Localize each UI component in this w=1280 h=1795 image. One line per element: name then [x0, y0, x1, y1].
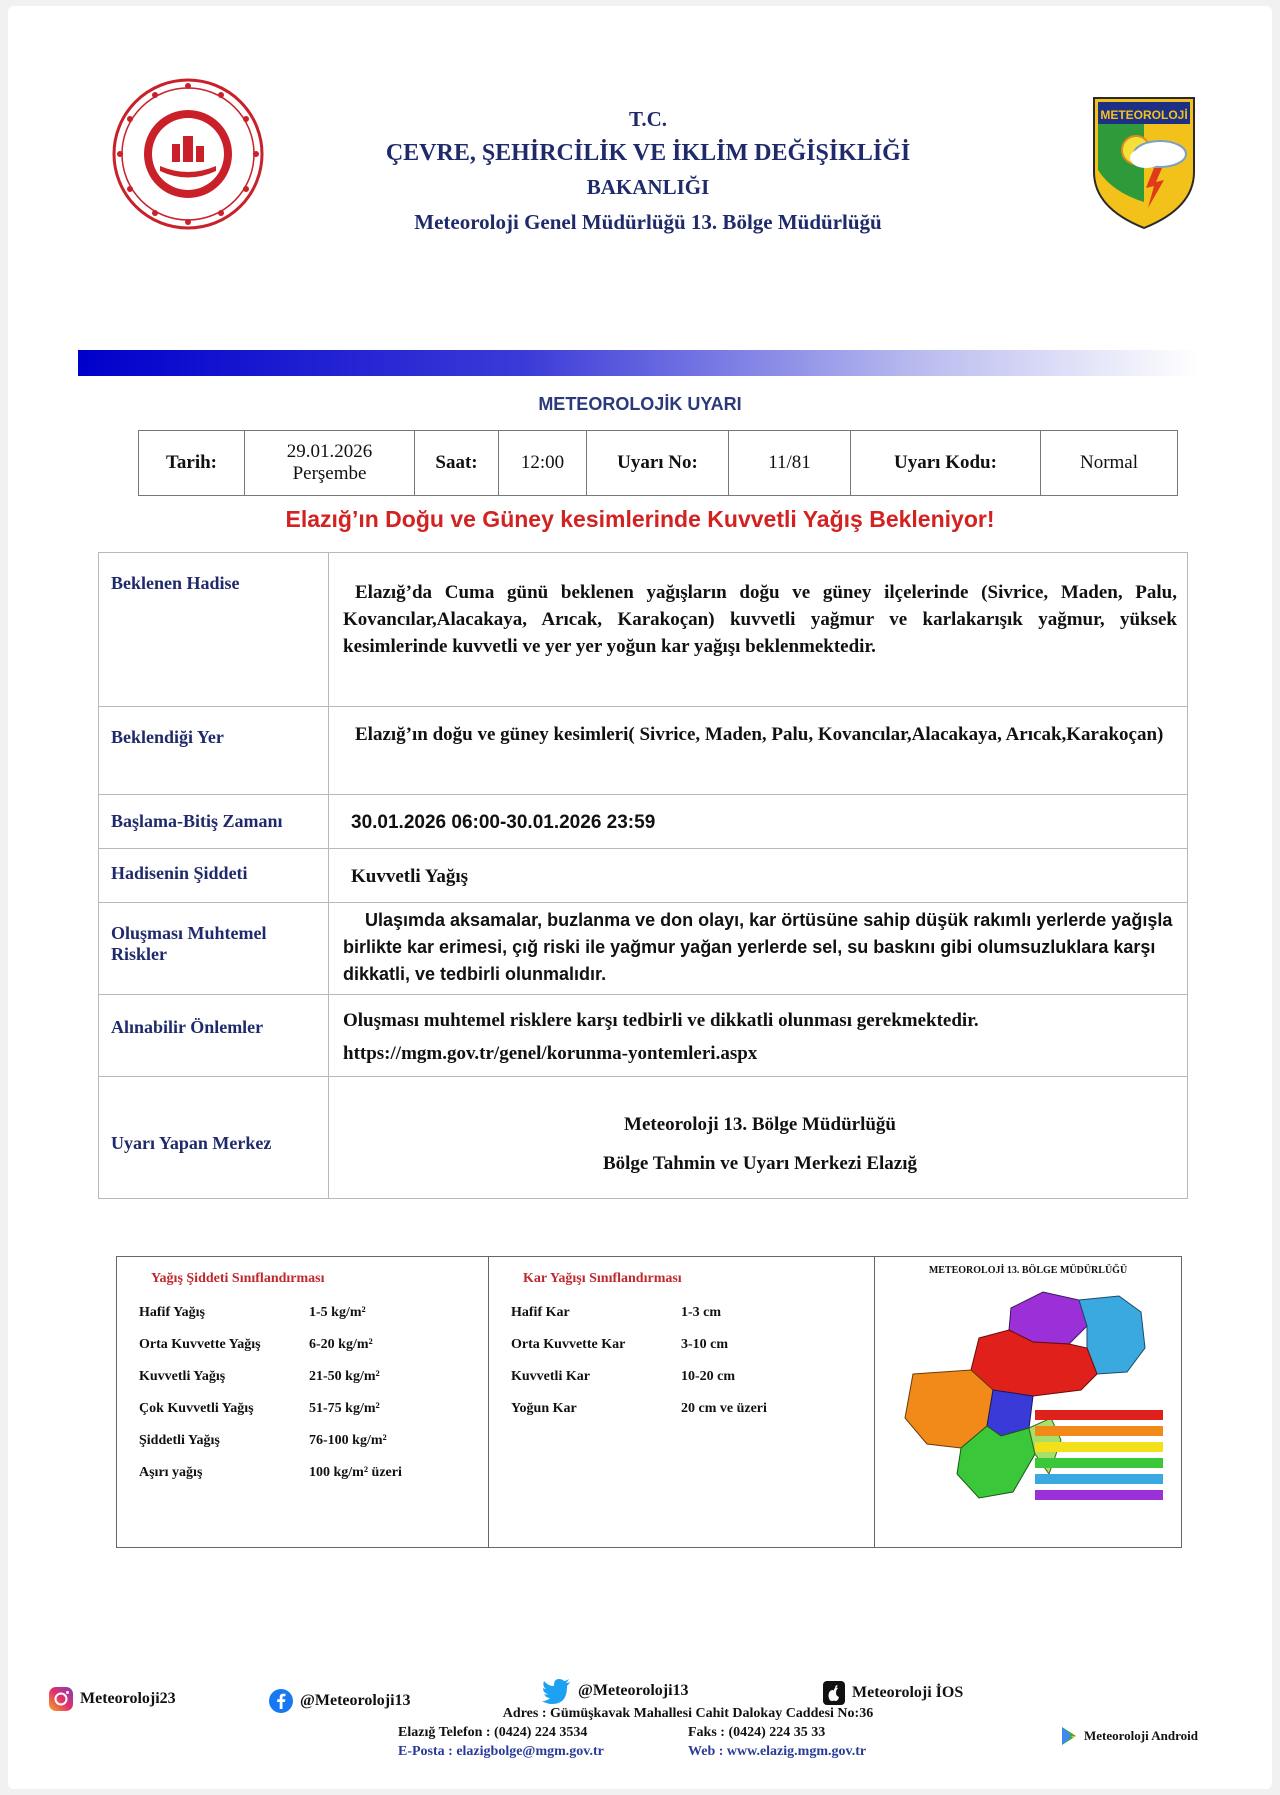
expected-place-value: Elazığ’ın doğu ve güney kesimleri( Sivrice, Maden, Palu, Kovancılar,Alacakaya, Arıcak,Karakoçan): [355, 724, 1164, 745]
measures-link[interactable]: https://mgm.gov.tr/genel/korunma-yontemleri.aspx: [343, 1043, 758, 1064]
rain-class-name: Aşırı yağış: [139, 1465, 203, 1480]
rain-class-value: 1-5 kg/m²: [309, 1305, 366, 1320]
expected-event-value: Elazığ’da Cuma günü beklenen yağışların doğu ve güney ilçelerinde (Sivrice, Maden, Palu, Kovancılar,Alacakaya, Arıcak, Karakoçan) kuvvetli yağmur ve karlakarışık yağmur, yüksek kesimlerinde kuvvetli ve yer yer yoğun kar yağışı beklenmektedir.: [343, 582, 1177, 657]
measures-cell: [329, 995, 1188, 1077]
email-link[interactable]: E-Posta : elazigbolge@mgm.gov.tr: [398, 1744, 604, 1759]
rain-class-row: [139, 1457, 488, 1489]
center-line2: Bölge Tahmin ve Uyarı Merkezi Elazığ: [602, 1153, 917, 1174]
expected-place-label: Beklendiği Yer: [99, 707, 329, 795]
twitter-link[interactable]: [542, 1678, 689, 1704]
rain-class-name: Şiddetli Yağış: [139, 1433, 220, 1448]
meteoroloji-logo: [1088, 92, 1200, 232]
web-link[interactable]: Web : www.elazig.mgm.gov.tr: [688, 1744, 867, 1759]
document-title: METEOROLOJİK UYARI: [538, 394, 742, 414]
fax-text: Faks : (0424) 224 35 33: [688, 1725, 826, 1740]
rain-class-row: [139, 1425, 488, 1457]
snow-class-value: 10-20 cm: [681, 1369, 736, 1384]
google-play-icon: [1060, 1726, 1078, 1746]
risks-cell: [329, 903, 1188, 995]
snow-class-name: Orta Kuvvette Kar: [511, 1337, 626, 1352]
meteoroloji-logo-text: METEOROLOJİ: [1100, 108, 1188, 122]
snow-class-name: Yoğun Kar: [511, 1401, 577, 1416]
risks-value: Ulaşımda aksamalar, buzlanma ve don olayı, kar örtüsüne sahip düşük rakımlı yerlerde yağışla birlikte kar erimesi, çığ riski ile yağmur yağan yerlerde sel, su baskını gibi olumsuzluklara karşı dikkatli, ve tedbirli olunmalıdır.: [343, 910, 1173, 984]
date-value: 29.01.2026: [286, 441, 373, 462]
instagram-link[interactable]: [48, 1686, 176, 1712]
snow-class-name: Hafif Kar: [511, 1305, 570, 1320]
rain-class-row: [139, 1393, 488, 1425]
header-line-ministry: ÇEVRE, ŞEHİRCİLİK VE İKLİM DEĞİŞİKLİĞİ: [385, 140, 911, 166]
instagram-handle: Meteoroloji23: [80, 1690, 176, 1707]
rain-classification-title: Yağış Şiddeti Sınıflandırması: [151, 1271, 325, 1286]
rain-class-value: 6-20 kg/m²: [309, 1337, 373, 1352]
severity-cell: [329, 849, 1188, 903]
rain-classification-list: [139, 1297, 488, 1489]
date-cell: [245, 431, 415, 495]
rain-class-row: [139, 1361, 488, 1393]
row-measures: [99, 995, 1188, 1077]
rain-class-value: 76-100 kg/m²: [309, 1433, 387, 1448]
twitter-handle: @Meteoroloji13: [578, 1682, 689, 1699]
snow-classification-title: Kar Yağışı Sınıflandırması: [523, 1271, 682, 1286]
risks-label: Oluşması Muhtemel Riskler: [99, 903, 329, 995]
severity-label: Hadisenin Şiddeti: [99, 849, 329, 903]
footer: [8, 1674, 1272, 1784]
snow-class-name: Kuvvetli Kar: [511, 1369, 590, 1384]
rain-class-row: [139, 1297, 488, 1329]
expected-event-label: Beklenen Hadise: [99, 553, 329, 707]
android-app-label: Meteoroloji Android: [1084, 1728, 1198, 1743]
email-web-row: [398, 1742, 978, 1761]
expected-event-cell: [329, 553, 1188, 707]
row-expected-event: [99, 553, 1188, 707]
snow-class-value: 20 cm ve üzeri: [681, 1401, 767, 1416]
snow-class-row: [511, 1393, 874, 1425]
row-center: [99, 1077, 1188, 1199]
ministry-header: [308, 102, 988, 240]
header-line-tc: T.C.: [628, 107, 668, 131]
snow-classification: [489, 1257, 875, 1547]
snow-class-value: 3-10 cm: [681, 1337, 729, 1352]
row-expected-place: [99, 707, 1188, 795]
rain-class-value: 100 kg/m² üzeri: [309, 1465, 402, 1480]
ios-app-link[interactable]: [822, 1680, 963, 1706]
facebook-link[interactable]: [268, 1688, 411, 1714]
severity-value: Kuvvetli Yağış: [351, 866, 468, 887]
warning-no-value: 11/81: [729, 431, 851, 495]
center-cell: [329, 1077, 1188, 1199]
measures-value: Oluşması muhtemel risklere karşı tedbirli ve dikkatli olunması gerekmektedir.: [343, 1010, 979, 1031]
facebook-handle: @Meteoroloji13: [300, 1692, 411, 1709]
classification-panel: [116, 1256, 1182, 1548]
apple-icon: [822, 1680, 846, 1706]
snow-class-row: [511, 1329, 874, 1361]
region-map-title: METEOROLOJİ 13. BÖLGE MÜDÜRLÜĞÜ: [928, 1265, 1128, 1276]
snow-classification-list: [511, 1297, 874, 1425]
ministry-seal-logo: [108, 74, 268, 234]
rain-class-name: Çok Kuvvetli Yağış: [139, 1401, 254, 1416]
date-label: Tarih:: [139, 431, 245, 495]
measures-label: Alınabilir Önlemler: [99, 995, 329, 1077]
rain-class-name: Hafif Yağış: [139, 1305, 205, 1320]
time-range-value: 30.01.2026 06:00-30.01.2026 23:59: [351, 812, 656, 833]
center-line1: Meteoroloji 13. Bölge Müdürlüğü: [624, 1114, 896, 1135]
day-value: Perşembe: [292, 463, 367, 484]
row-risks: [99, 903, 1188, 995]
warning-details-table: [98, 552, 1188, 1199]
instagram-icon: [48, 1686, 74, 1712]
facebook-icon: [268, 1688, 294, 1714]
warning-code-label: Uyarı Kodu:: [851, 431, 1041, 495]
address-text: Adres : Gümüşkavak Mahallesi Cahit Dalokay Caddesi No:36: [502, 1706, 874, 1721]
warning-info-row: [138, 430, 1178, 496]
time-range-label: Başlama-Bitiş Zamanı: [99, 795, 329, 849]
rain-class-value: 21-50 kg/m²: [309, 1369, 380, 1384]
phone-text: Elazığ Telefon : (0424) 224 3534: [398, 1725, 588, 1740]
android-app-link[interactable]: [1060, 1726, 1198, 1746]
region-map-panel: [875, 1257, 1181, 1547]
time-value: 12:00: [499, 431, 587, 495]
twitter-icon: [542, 1678, 572, 1704]
region-map-image: [883, 1278, 1173, 1518]
ios-app-label: Meteoroloji İOS: [852, 1684, 964, 1701]
rain-class-name: Kuvvetli Yağış: [139, 1369, 226, 1384]
center-label: Uyarı Yapan Merkez: [99, 1077, 329, 1199]
rain-classification: [117, 1257, 489, 1547]
row-severity: [99, 849, 1188, 903]
header-divider-bar: [78, 350, 1198, 376]
warning-no-label: Uyarı No:: [587, 431, 729, 495]
header-line-bakanlik: BAKANLIĞI: [586, 175, 710, 199]
snow-class-row: [511, 1297, 874, 1329]
contact-address-block: [398, 1704, 978, 1761]
rain-class-row: [139, 1329, 488, 1361]
rain-class-name: Orta Kuvvette Yağış: [139, 1337, 261, 1352]
document-page: [8, 6, 1272, 1789]
header-line-directorate: Meteoroloji Genel Müdürlüğü 13. Bölge Müdürlüğü: [414, 210, 882, 234]
time-range-cell: [329, 795, 1188, 849]
warning-headline: Elazığ’ın Doğu ve Güney kesimlerinde Kuvvetli Yağış Bekleniyor!: [285, 506, 995, 532]
phone-fax-row: [398, 1723, 978, 1742]
row-time-range: [99, 795, 1188, 849]
rain-class-value: 51-75 kg/m²: [309, 1401, 380, 1416]
snow-class-value: 1-3 cm: [681, 1305, 722, 1320]
expected-place-cell: [329, 707, 1188, 795]
time-label: Saat:: [415, 431, 499, 495]
snow-class-row: [511, 1361, 874, 1393]
warning-code-value: Normal: [1079, 452, 1139, 473]
